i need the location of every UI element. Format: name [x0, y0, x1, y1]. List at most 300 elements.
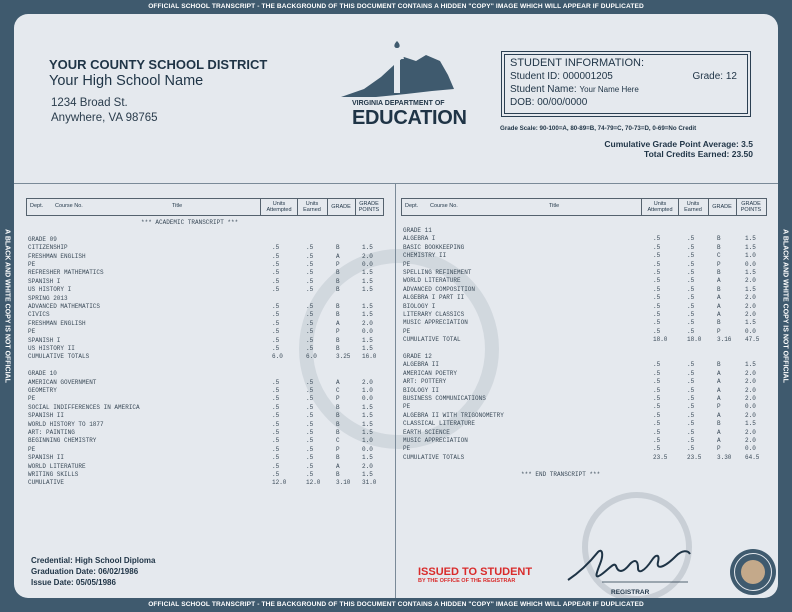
grade-points: 1.5 [362, 471, 373, 478]
grade: A [336, 462, 340, 470]
units-earned: .5 [687, 269, 695, 276]
grade-points: 2.0 [362, 462, 373, 470]
course-title: PE [28, 445, 36, 453]
grade: B [717, 420, 721, 428]
course-row [26, 244, 382, 252]
grade: P [336, 395, 340, 403]
issue-date: Issue Date: 05/05/1986 [31, 578, 116, 587]
units-earned: .5 [306, 462, 314, 470]
logo-subtitle: VIRGINIA DEPARTMENT OF [352, 100, 445, 107]
grade: B [336, 336, 340, 344]
grade-points: 1.5 [745, 319, 756, 327]
grade-points: 2.0 [745, 302, 756, 310]
units-earned: .5 [306, 420, 314, 428]
course-title: PE [28, 261, 36, 268]
student-grade: Grade: 12 [692, 71, 737, 82]
grade-points: 2.0 [745, 428, 756, 436]
grade-points: 1.5 [362, 311, 373, 319]
grade-points: 1.5 [362, 244, 373, 252]
units-earned: .5 [687, 252, 695, 260]
units-earned: .5 [306, 328, 314, 336]
units-earned: .5 [687, 361, 695, 369]
units-attempted: .5 [653, 285, 661, 293]
graduation-date: Graduation Date: 06/02/1986 [31, 567, 139, 576]
course-title: ALGEBRA I PART II [403, 294, 465, 302]
units-earned: .5 [306, 311, 314, 319]
course-title: MUSIC APPRECIATION [403, 437, 468, 444]
grade-points: 0.0 [362, 445, 373, 453]
units-earned: .5 [306, 336, 314, 344]
course-row [26, 421, 382, 429]
units-attempted: .5 [653, 277, 661, 285]
grade-points: 1.0 [745, 252, 756, 260]
grade: B [717, 319, 721, 327]
grade: P [336, 261, 340, 268]
course-row [401, 361, 765, 369]
grade: B [336, 454, 340, 462]
course-title: US HISTORY I [28, 286, 72, 294]
header-grade-points-l1: GRADE [359, 201, 379, 207]
left-course-list [26, 219, 382, 509]
units-attempted: .5 [272, 420, 280, 428]
student-info-box [501, 51, 751, 117]
units-earned: .5 [687, 386, 695, 394]
units-earned: .5 [687, 277, 695, 285]
course-row [401, 286, 765, 294]
units-earned: .5 [306, 387, 314, 394]
course-row [26, 269, 382, 277]
grade: B [717, 243, 721, 251]
units-attempted: .5 [653, 361, 661, 369]
credential: Credential: High School Diploma [31, 556, 156, 565]
grade: A [717, 311, 721, 318]
units-earned: .5 [687, 395, 695, 402]
course-title: PE [403, 260, 411, 268]
grade: P [336, 445, 340, 453]
grade-points: 16.0 [362, 353, 377, 361]
course-row [401, 429, 765, 437]
course-row [26, 437, 382, 445]
units-attempted: .5 [653, 319, 661, 327]
grade-points: 31.0 [362, 479, 377, 487]
grade-points: 1.5 [362, 345, 373, 352]
grade-points: 1.5 [745, 361, 756, 369]
units-earned: .5 [687, 411, 695, 419]
course-row [401, 462, 765, 470]
units-earned: 18.0 [687, 336, 702, 344]
grade: P [717, 327, 721, 335]
course-title: GRADE 12 [403, 353, 432, 360]
course-title: CLASSICAL LITERATURE [403, 420, 476, 428]
units-attempted: .5 [653, 369, 661, 377]
course-row [401, 370, 765, 378]
units-attempted: .5 [653, 294, 661, 302]
grade-points: 1.5 [362, 420, 373, 428]
top-banner: OFFICIAL SCHOOL TRANSCRIPT - THE BACKGROUND OF THIS DOCUMENT CONTAINS A HIDDEN "COPY" IMAGE WHICH WILL APPEAR IF DUPLICATED [148, 3, 644, 10]
course-title: FRESHMAN ENGLISH [28, 319, 86, 327]
course-title: ADVANCED MATHEMATICS [28, 303, 101, 310]
course-title: LITERARY CLASSICS [403, 311, 465, 318]
units-earned: .5 [687, 445, 695, 453]
course-row [401, 454, 765, 462]
course-title: SPELLING REFINEMENT [403, 269, 472, 276]
course-row [401, 403, 765, 411]
course-title: CUMULATIVE TOTALS [403, 453, 465, 461]
header-units-earned [680, 201, 706, 213]
course-title: WORLD LITERATURE [28, 462, 86, 470]
grade-points: 2.0 [745, 369, 756, 377]
grade: A [717, 428, 721, 436]
grade: B [336, 277, 340, 285]
right-column-header [401, 198, 767, 216]
units-earned: .5 [306, 454, 314, 462]
units-earned: .5 [687, 311, 695, 318]
grade-points: 1.5 [362, 403, 373, 411]
course-row [26, 236, 382, 244]
units-earned: .5 [306, 319, 314, 327]
units-attempted: .5 [272, 462, 280, 470]
course-title: ADVANCED COMPOSITION [403, 285, 476, 293]
units-earned: .5 [687, 235, 695, 243]
grade: B [336, 420, 340, 428]
units-attempted: .5 [272, 244, 280, 252]
grade-points: 0.0 [745, 327, 756, 335]
course-title: SPANISH I [28, 336, 61, 344]
units-attempted: .5 [272, 437, 280, 445]
units-attempted: .5 [653, 411, 661, 419]
grade: B [717, 361, 721, 369]
header-units-attempted-l2: Attempted [647, 207, 673, 213]
units-attempted: 23.5 [653, 453, 668, 461]
grade: 3.16 [717, 336, 732, 344]
units-earned: .5 [306, 277, 314, 285]
course-row [26, 320, 382, 328]
course-row [401, 244, 765, 252]
units-attempted: .5 [272, 445, 280, 453]
course-row [401, 227, 765, 235]
grade: B [336, 244, 340, 252]
header-units-earned-l1: Units [305, 201, 319, 207]
course-row [401, 345, 765, 353]
grade-points: 0.0 [745, 445, 756, 453]
grade: P [336, 328, 340, 336]
header-grade-points [357, 201, 381, 213]
course-row [26, 362, 382, 370]
grade-points: 2.0 [745, 386, 756, 394]
header-units-earned [299, 201, 325, 213]
units-attempted: .5 [653, 260, 661, 268]
grade: A [336, 378, 340, 386]
units-attempted: .5 [272, 252, 280, 260]
units-attempted: .5 [653, 302, 661, 310]
header-grade-points [738, 201, 764, 213]
course-row [26, 303, 382, 311]
course-row [26, 337, 382, 345]
course-title: AMERICAN POETRY [403, 369, 458, 377]
units-attempted: .5 [272, 303, 280, 310]
units-attempted: .5 [653, 445, 661, 453]
course-row [401, 319, 765, 327]
units-attempted: .5 [272, 471, 280, 478]
bottom-banner: OFFICIAL SCHOOL TRANSCRIPT - THE BACKGROUND OF THIS DOCUMENT CONTAINS A HIDDEN "COPY" IMAGE WHICH WILL APPEAR IF DUPLICATED [148, 601, 644, 608]
grade-points: 1.5 [745, 285, 756, 293]
header-course-no: Course No. [55, 203, 83, 209]
units-attempted: .5 [653, 378, 661, 386]
course-title: GRADE 10 [28, 370, 57, 378]
units-attempted: .5 [272, 429, 280, 436]
units-attempted: .5 [272, 336, 280, 344]
course-row [26, 404, 382, 412]
grade: B [336, 412, 340, 420]
grade: B [336, 471, 340, 478]
grade-points: 1.0 [362, 437, 373, 445]
course-title: SPANISH II [28, 454, 65, 462]
grade: A [717, 437, 721, 444]
column-divider [395, 183, 396, 598]
units-attempted: 18.0 [653, 336, 668, 344]
grade-points: 2.0 [745, 395, 756, 402]
units-attempted: .5 [653, 311, 661, 318]
student-info-title: STUDENT INFORMATION: [510, 57, 645, 69]
grade-points: 0.0 [362, 395, 373, 403]
course-row [26, 261, 382, 269]
units-earned: .5 [687, 260, 695, 268]
units-attempted: .5 [653, 403, 661, 411]
grade-points: 1.5 [362, 454, 373, 462]
course-title: PE [403, 403, 411, 411]
units-earned: .5 [306, 261, 314, 268]
header-units-earned-l2: Earned [303, 207, 321, 213]
course-title: ART: POTTERY [403, 378, 447, 386]
course-title: ALGEBRA II [403, 361, 440, 369]
course-title: SPANISH II [28, 412, 65, 420]
course-title: MUSIC APPRECIATION [403, 319, 468, 327]
course-row [401, 303, 765, 311]
units-attempted: .5 [272, 345, 280, 352]
course-title: US HISTORY II [28, 345, 75, 352]
units-earned: .5 [306, 395, 314, 403]
units-attempted: .5 [272, 412, 280, 420]
course-row [401, 252, 765, 260]
course-title: EARTH SCIENCE [403, 428, 450, 436]
grade-points: 2.0 [362, 378, 373, 386]
course-row [401, 269, 765, 277]
course-title: PE [403, 327, 411, 335]
grade: C [717, 252, 721, 260]
grade: B [336, 311, 340, 319]
units-attempted: .5 [653, 428, 661, 436]
course-title: AMERICAN GOVERNMENT [28, 378, 97, 386]
grade: P [717, 445, 721, 453]
grade: B [336, 303, 340, 310]
header-grade-points-l1: GRADE [741, 201, 761, 207]
course-row [26, 395, 382, 403]
district-name: YOUR COUNTY SCHOOL DISTRICT [49, 57, 268, 72]
grade-points: 0.0 [745, 260, 756, 268]
units-attempted: 12.0 [272, 479, 287, 487]
course-row [401, 311, 765, 319]
grade-points: 1.5 [362, 269, 373, 277]
grade-points: 0.0 [362, 328, 373, 336]
header-grade: GRADE [712, 204, 732, 210]
header-grade: GRADE [331, 204, 351, 210]
transcript-paper [14, 14, 778, 598]
units-attempted: .5 [653, 395, 661, 402]
units-earned: 12.0 [306, 479, 321, 487]
grade: B [336, 269, 340, 277]
units-earned: .5 [687, 327, 695, 335]
units-earned: .5 [687, 428, 695, 436]
grade: B [717, 235, 721, 243]
course-title: ART: PAINTING [28, 429, 75, 436]
course-title: CITIZENSHIP [28, 244, 68, 252]
registrar-label: REGISTRAR [611, 589, 650, 596]
course-row [26, 227, 382, 235]
course-row [26, 295, 382, 303]
grade: A [717, 302, 721, 310]
course-title: BEGINNING CHEMISTRY [28, 437, 97, 445]
units-earned: .5 [687, 403, 695, 411]
header-grade-points-l2: POINTS [358, 207, 380, 213]
state-seal-icon [730, 549, 776, 595]
grade: C [336, 387, 340, 394]
units-earned: .5 [687, 420, 695, 428]
units-earned: .5 [306, 269, 314, 277]
units-earned: .5 [306, 445, 314, 453]
course-row [26, 412, 382, 420]
registrar-signature-icon [564, 542, 694, 586]
course-title: SPRING 2013 [28, 294, 68, 302]
units-attempted: 6.0 [272, 353, 283, 361]
header-units-earned-l2: Earned [684, 207, 702, 213]
course-row [401, 235, 765, 243]
units-earned: .5 [306, 403, 314, 411]
course-title: CIVICS [28, 311, 50, 319]
course-title: PE [28, 395, 36, 403]
grade: C [336, 437, 340, 445]
units-attempted: .5 [272, 261, 280, 268]
grade: A [717, 277, 721, 285]
grade-points: 1.0 [362, 387, 373, 394]
course-row [26, 387, 382, 395]
course-title: PE [28, 328, 36, 336]
course-row [26, 429, 382, 437]
units-attempted: .5 [272, 319, 280, 327]
grade-points: 2.0 [745, 311, 756, 318]
course-row [401, 445, 765, 453]
header-title: Title [549, 203, 560, 209]
course-row [401, 378, 765, 386]
grade-points: 1.5 [745, 243, 756, 251]
course-title: *** ACADEMIC TRANSCRIPT *** [141, 219, 239, 226]
course-title: CUMULATIVE TOTAL [403, 336, 461, 344]
units-attempted: .5 [272, 387, 280, 394]
course-title: BASIC BOOKKEEPING [403, 243, 465, 251]
units-attempted: .5 [272, 454, 280, 462]
units-attempted: .5 [653, 235, 661, 243]
units-earned: .5 [306, 471, 314, 478]
units-earned: .5 [687, 243, 695, 251]
student-name-label: Student Name: [510, 84, 577, 95]
course-row [401, 277, 765, 285]
student-id: Student ID: 000001205 [510, 71, 613, 82]
units-attempted: .5 [272, 403, 280, 411]
grade-points: 2.0 [745, 378, 756, 386]
course-title: SPANISH I [28, 277, 61, 285]
units-attempted: .5 [272, 378, 280, 386]
school-address-line1: 1234 Broad St. [51, 97, 128, 109]
units-earned: .5 [306, 244, 314, 252]
units-earned: .5 [687, 369, 695, 377]
school-name: Your High School Name [49, 73, 204, 89]
course-title: FRESHMAN ENGLISH [28, 252, 86, 260]
course-title: CUMULATIVE TOTALS [28, 353, 90, 361]
grade-points: 2.0 [745, 294, 756, 302]
course-title: *** END TRANSCRIPT *** [521, 470, 601, 478]
course-title: ALGEBRA I [403, 235, 436, 243]
grade: A [717, 378, 721, 386]
course-title: ALGEBRA II WITH TRIGONOMETRY [403, 411, 504, 419]
header-units-attempted-l1: Units [272, 201, 286, 207]
header-dept: Dept. [405, 203, 419, 209]
units-earned: .5 [306, 429, 314, 436]
course-row [26, 446, 382, 454]
units-earned: .5 [687, 437, 695, 444]
course-row [401, 336, 765, 344]
units-attempted: .5 [653, 243, 661, 251]
grade: A [717, 395, 721, 402]
units-attempted: .5 [272, 395, 280, 403]
course-row [26, 345, 382, 353]
grade: 3.10 [336, 479, 351, 487]
units-earned: .5 [306, 252, 314, 260]
header-units-earned-l1: Units [686, 201, 700, 207]
course-title: BIOLOGY I [403, 302, 436, 310]
course-row [26, 286, 382, 294]
header-units-attempted [644, 201, 676, 213]
units-earned: .5 [306, 345, 314, 352]
grade: P [717, 403, 721, 411]
total-credits: Total Credits Earned: 23.50 [644, 149, 753, 159]
course-row [401, 353, 765, 361]
course-title: GRADE 09 [28, 235, 57, 243]
units-earned: 6.0 [306, 353, 317, 361]
units-attempted: .5 [272, 286, 280, 294]
course-row [26, 278, 382, 286]
units-earned: .5 [687, 319, 695, 327]
course-row [26, 311, 382, 319]
course-title: GRADE 11 [403, 227, 432, 234]
units-earned: .5 [306, 378, 314, 386]
left-column-header [26, 198, 384, 216]
course-title: SOCIAL INDIFFERENCES IN AMERICA [28, 403, 140, 411]
grade-points: 1.5 [362, 429, 373, 436]
course-row [401, 294, 765, 302]
student-name [510, 84, 639, 95]
grade: A [717, 294, 721, 302]
grade: B [717, 285, 721, 293]
grade-points: 2.0 [362, 319, 373, 327]
units-earned: .5 [687, 294, 695, 302]
grade: A [717, 411, 721, 419]
course-row [26, 253, 382, 261]
grade-points: 1.5 [745, 420, 756, 428]
grade-points: 47.5 [745, 336, 760, 344]
grade-scale: Grade Scale: 90-100=A, 80-89=B, 74-79=C, 70-73=D, 0-69=No Credit [500, 125, 697, 132]
course-row [26, 454, 382, 462]
grade: 3.30 [717, 453, 732, 461]
units-attempted: .5 [272, 269, 280, 277]
